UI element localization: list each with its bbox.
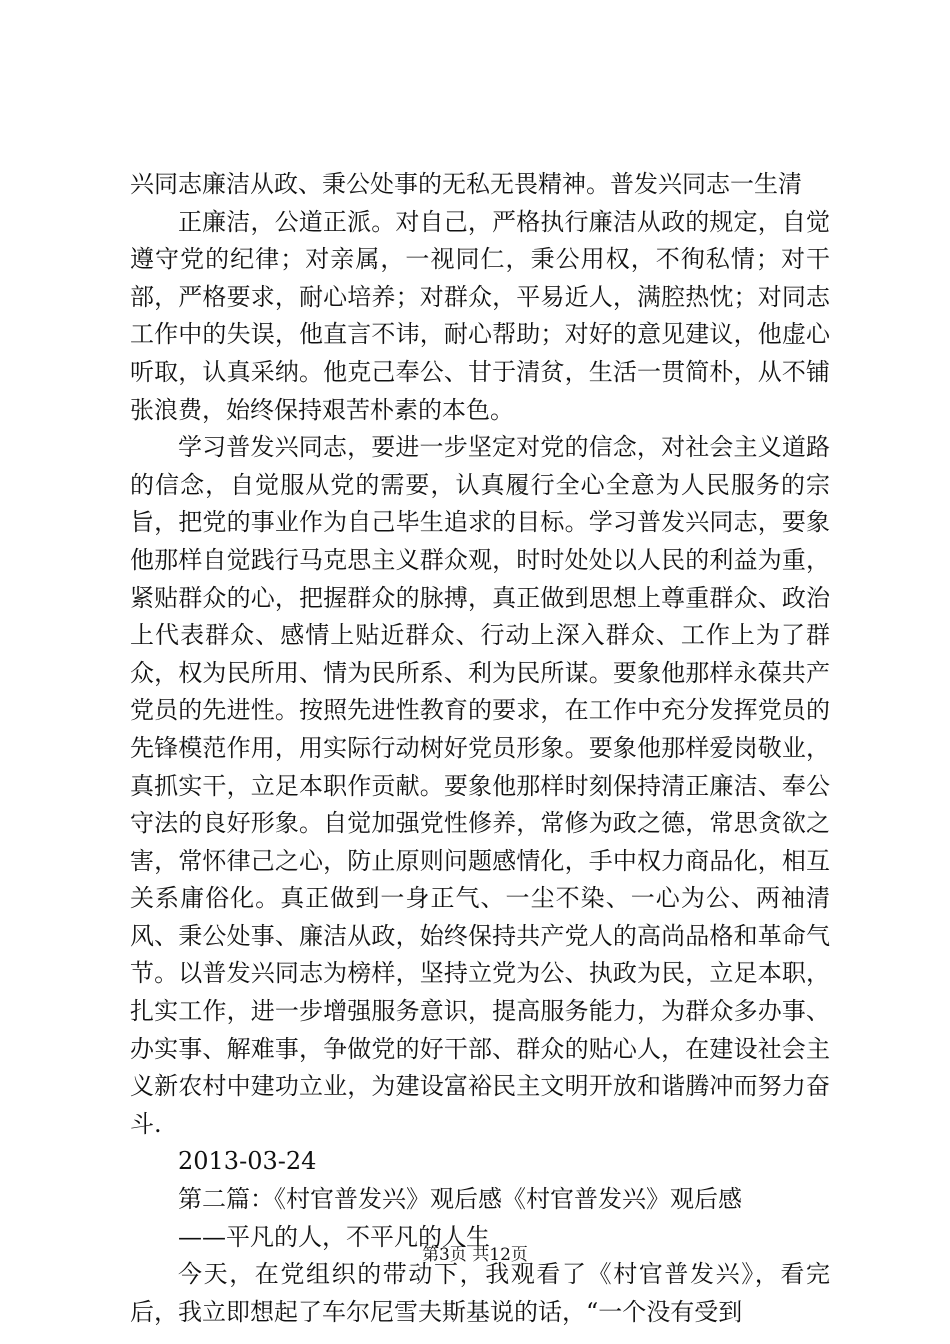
section-heading: 第二篇：《村官普发兴》观后感《村官普发兴》观后感 <box>178 1185 742 1214</box>
paragraph-continuation: 兴同志廉洁从政、秉公处事的无私无畏精神。普发兴同志一生清 <box>130 170 802 198</box>
paragraph-integrity: 正廉洁，公道正派。对自己，严格执行廉洁从政的规定，自觉遵守党的纪律；对亲属，一视同仁，秉公用权，不徇私情；对干部，严格要求，耐心培养；对群众，平易近人，满腔热忱；对同志工作中的失误，他直言不讳，耐心帮助；对好的意见建议，他虚心听取，认真采纳。他克己奉公、甘于清贫，生活一贯简朴，从不铺张浪费，始终保持艰苦朴素的本色。 <box>130 207 830 424</box>
document-date: 2013-03-24 <box>178 1147 317 1176</box>
section-subtitle: ——平凡的人，不平凡的人生 <box>178 1222 490 1251</box>
document-body <box>130 166 830 1331</box>
page-footer: 第3页 共12页 <box>422 1245 528 1265</box>
paragraph-learning: 学习普发兴同志，要进一步坚定对党的信念，对社会主义道路的信念，自觉服从党的需要，认真履行全心全意为人民服务的宗旨，把党的事业作为自己毕生追求的目标。学习普发兴同志，要象他那样自觉践行马克思主义群众观，时时处处以人民的利益为重，紧贴群众的心，把握群众的脉搏，真正做到思想上尊重群众、政治上代表群众、感情上贴近群众、行动上深入群众、工作上为了群众，权为民所用、情为民所系、利为民所谋。要象他那样永葆共产党员的先进性。按照先进性教育的要求，在工作中充分发挥党员的先锋模范作用，用实际行动树好党员形象。要象他那样爱岗敬业，真抓实干，立足本职作贡献。要象他那样时刻保持清正廉洁、奉公守法的良好形象。自觉加强党性修养，常修为政之德，常思贪欲之害，常怀律己之心，防止原则问题感情化，手中权力商品化，相互关系庸俗化。真正做到一身正气、一尘不染、一心为公、两袖清风、秉公处事、廉洁从政，始终保持共产党人的高尚品格和革命气节。以普发兴同志为榜样，坚持立党为公、执政为民，立足本职，扎实工作，进一步增强服务意识，提高服务能力，为群众多办事、办实事、解难事，争做党的好干部、群众的贴心人，在建设社会主义新农村中建功立业，为建设富裕民主文明开放和谐腾冲而努力奋斗. <box>130 433 830 1138</box>
paragraph-reflection: 今天，在党组织的带动下，我观看了《村官普发兴》，看完后，我立即想起了车尔尼雪夫斯基说的话，“一个没有受到 <box>130 1260 830 1326</box>
